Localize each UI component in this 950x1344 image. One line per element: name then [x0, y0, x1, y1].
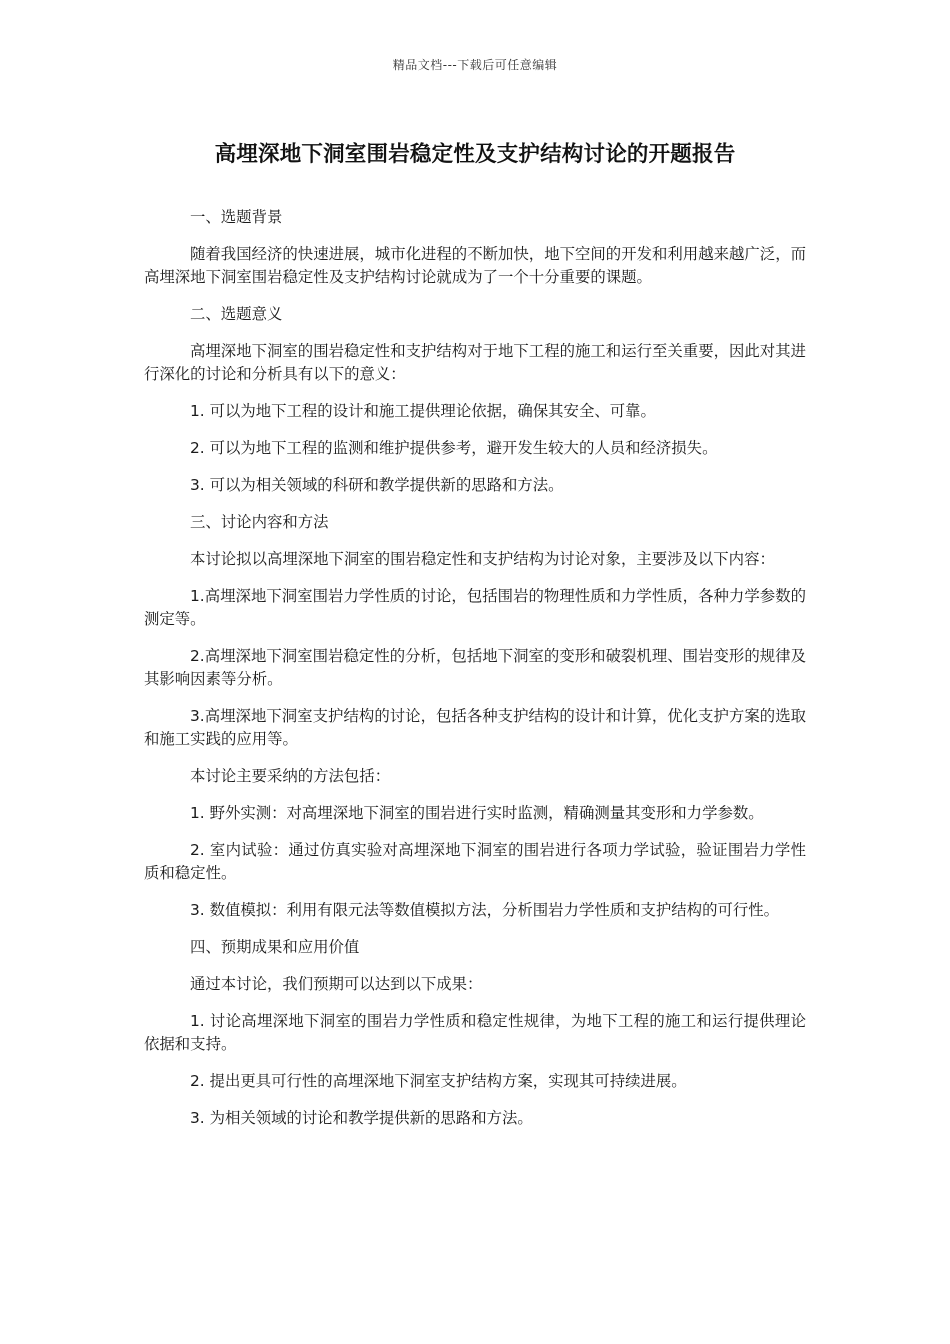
list-item-method-2: 2. 室内试验：通过仿真实验对高埋深地下洞室的围岩进行各项力学试验，验证围岩力学性质和稳定性。 — [144, 841, 806, 882]
section-heading-significance: 二、选题意义 — [190, 305, 283, 323]
section-heading-outcomes: 四、预期成果和应用价值 — [190, 938, 360, 956]
list-item-significance-2: 2. 可以为地下工程的监测和维护提供参考，避开发生较大的人员和经济损失。 — [190, 439, 718, 457]
list-item-method-3: 3. 数值模拟：利用有限元法等数值模拟方法，分析围岩力学性质和支护结构的可行性。 — [190, 901, 780, 919]
list-item-outcome-1: 1. 讨论高埋深地下洞室的围岩力学性质和稳定性规律，为地下工程的施工和运行提供理论依据和支持。 — [144, 1012, 806, 1053]
header-note: 精品文档---下载后可任意编辑 — [392, 58, 558, 72]
paragraph-significance-intro: 高埋深地下洞室的围岩稳定性和支护结构对于地下工程的施工和运行至关重要，因此对其进行深化的讨论和分析具有以下的意义： — [144, 342, 806, 383]
paragraph-outcomes-intro: 通过本讨论，我们预期可以达到以下成果： — [190, 975, 483, 993]
list-item-outcome-3: 3. 为相关领域的讨论和教学提供新的思路和方法。 — [190, 1109, 533, 1127]
document-title: 高埋深地下洞室围岩稳定性及支护结构讨论的开题报告 — [214, 142, 736, 167]
list-item-content-3: 3.高埋深地下洞室支护结构的讨论，包括各种支护结构的设计和计算，优化支护方案的选取和施工实践的应用等。 — [144, 707, 806, 748]
section-heading-content-methods: 三、讨论内容和方法 — [190, 513, 329, 531]
list-item-significance-3: 3. 可以为相关领域的科研和教学提供新的思路和方法。 — [190, 476, 564, 494]
list-item-significance-1: 1. 可以为地下工程的设计和施工提供理论依据，确保其安全、可靠。 — [190, 402, 656, 420]
list-item-outcome-2: 2. 提出更具可行性的高埋深地下洞室支护结构方案，实现其可持续进展。 — [190, 1072, 687, 1090]
section-heading-background: 一、选题背景 — [190, 208, 283, 226]
paragraph-content-intro: 本讨论拟以高埋深地下洞室的围岩稳定性和支护结构为讨论对象，主要涉及以下内容： — [190, 550, 775, 568]
list-item-content-1: 1.高埋深地下洞室围岩力学性质的讨论，包括围岩的物理性质和力学性质，各种力学参数的测定等。 — [144, 587, 806, 628]
paragraph-background: 随着我国经济的快速进展，城市化进程的不断加快，地下空间的开发和利用越来越广泛，而高埋深地下洞室围岩稳定性及支护结构讨论就成为了一个十分重要的课题。 — [144, 245, 806, 286]
list-item-method-1: 1. 野外实测：对高埋深地下洞室的围岩进行实时监测，精确测量其变形和力学参数。 — [190, 804, 764, 822]
document-body — [144, 206, 806, 1144]
paragraph-methods-intro: 本讨论主要采纳的方法包括： — [190, 767, 391, 785]
list-item-content-2: 2.高埋深地下洞室围岩稳定性的分析，包括地下洞室的变形和破裂机理、围岩变形的规律及其影响因素等分析。 — [144, 647, 806, 688]
